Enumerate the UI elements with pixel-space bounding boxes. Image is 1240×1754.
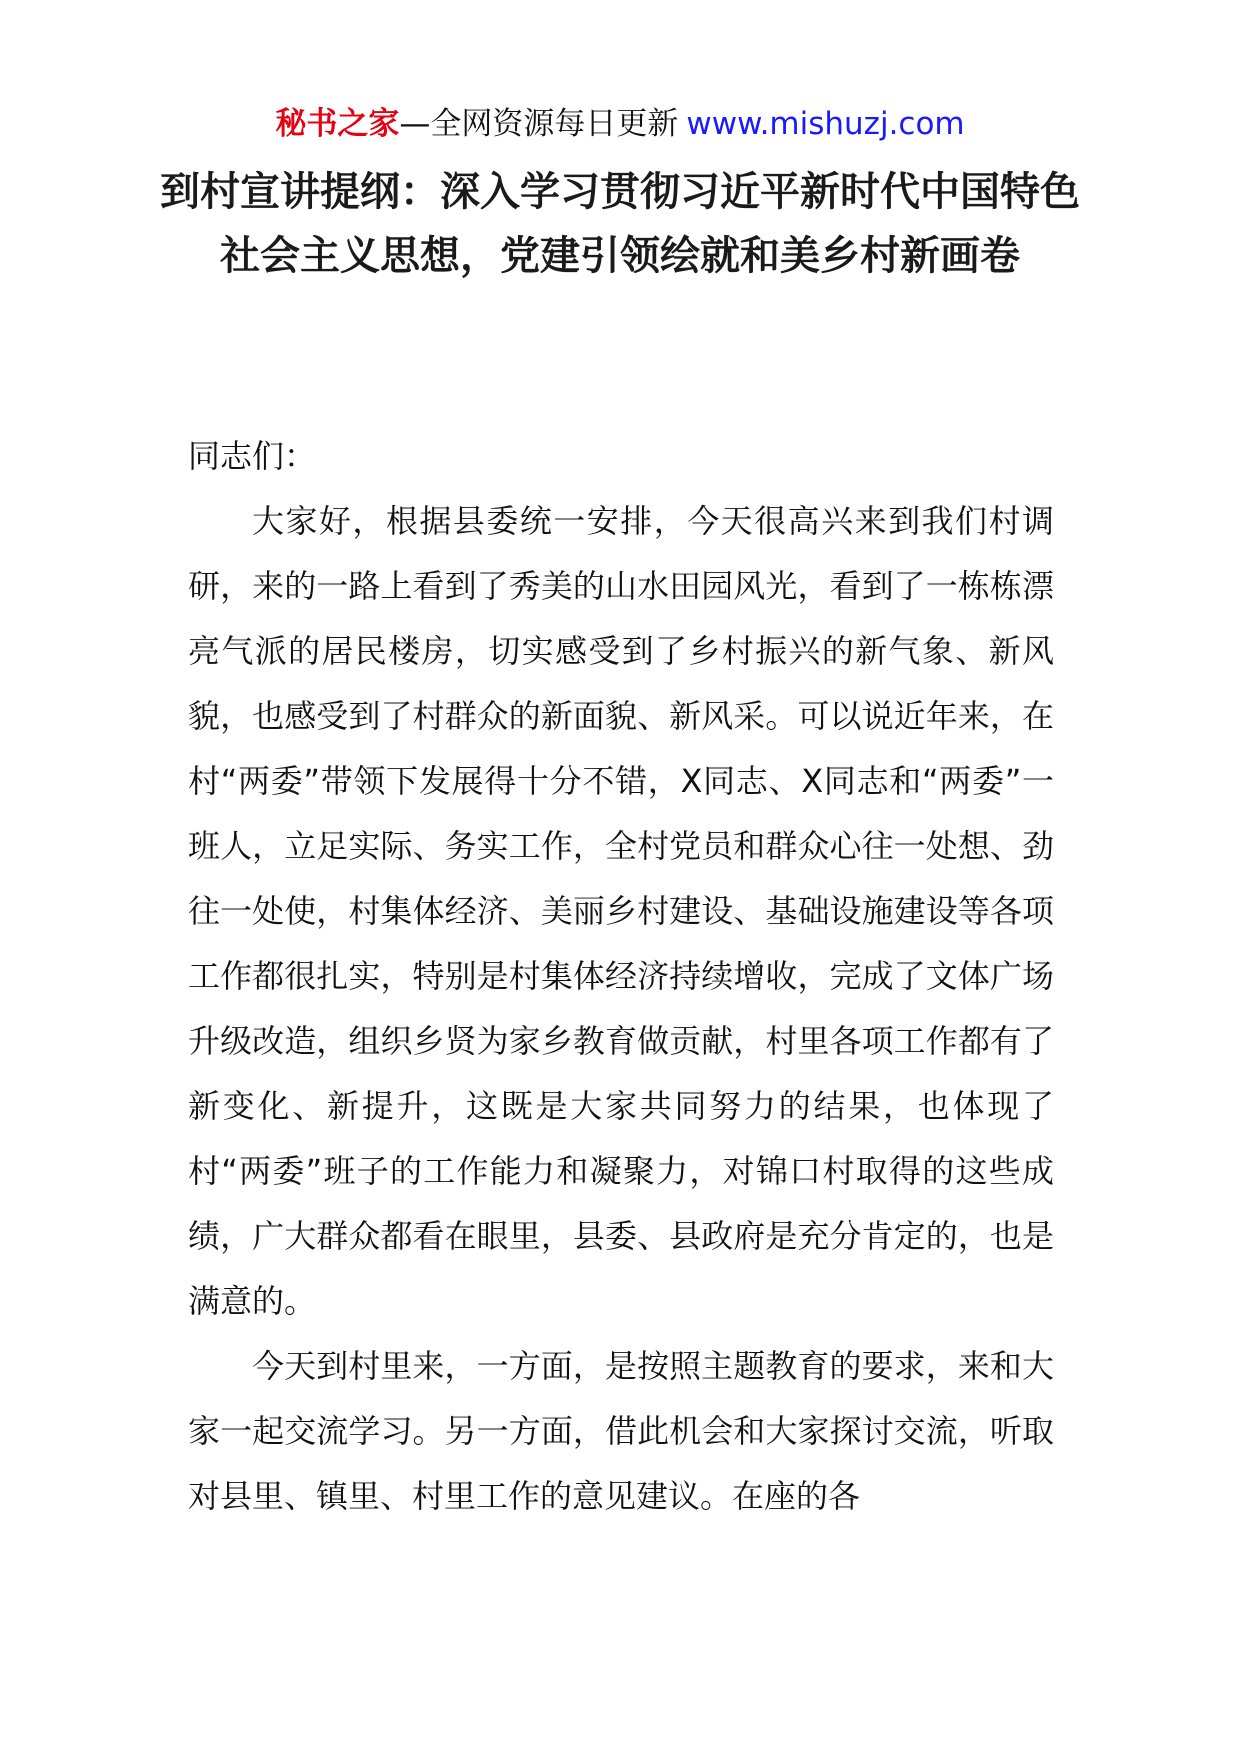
- header-tagline: —全网资源每日更新: [399, 106, 679, 142]
- document-title: 到村宣讲提纲：深入学习贯彻习近平新时代中国特色社会主义思想，党建引领绘就和美乡村新画卷: [160, 169, 1080, 279]
- site-header: [0, 100, 1240, 148]
- site-url-link[interactable]: www.mishuzj.com: [686, 106, 965, 142]
- salutation: 同志们：: [188, 437, 317, 475]
- document-body: [188, 424, 1054, 1529]
- body-paragraph: 大家好，根据县委统一安排，今天很高兴来到我们村调研，来的一路上看到了秀美的山水田园风光，看到了一栋栋漂亮气派的居民楼房，切实感受到了乡村振兴的新气象、新风貌，也感受到了村群众的新面貌、新风采。可以说近年来，在村“两委”带领下发展得十分不错，X同志、X同志和“两委”一班人，立足实际、务实工作，全村党员和群众心往一处想、劲往一处使，村集体经济、美丽乡村建设、基础设施建设等各项工作都很扎实，特别是村集体经济持续增收，完成了文体广场升级改造，组织乡贤为家乡教育做贡献，村里各项工作都有了新变化、新提升，这既是大家共同努力的结果，也体现了村“两委”班子的工作能力和凝聚力，对锦口村取得的这些成绩，广大群众都看在眼里，县委、县政府是充分肯定的，也是满意的。: [188, 502, 1054, 1320]
- brand-name: 秘书之家: [275, 106, 400, 142]
- body-paragraph: 今天到村里来，一方面，是按照主题教育的要求，来和大家一起交流学习。另一方面，借此机会和大家探讨交流，听取对县里、镇里、村里工作的意见建议。在座的各: [188, 1347, 1054, 1515]
